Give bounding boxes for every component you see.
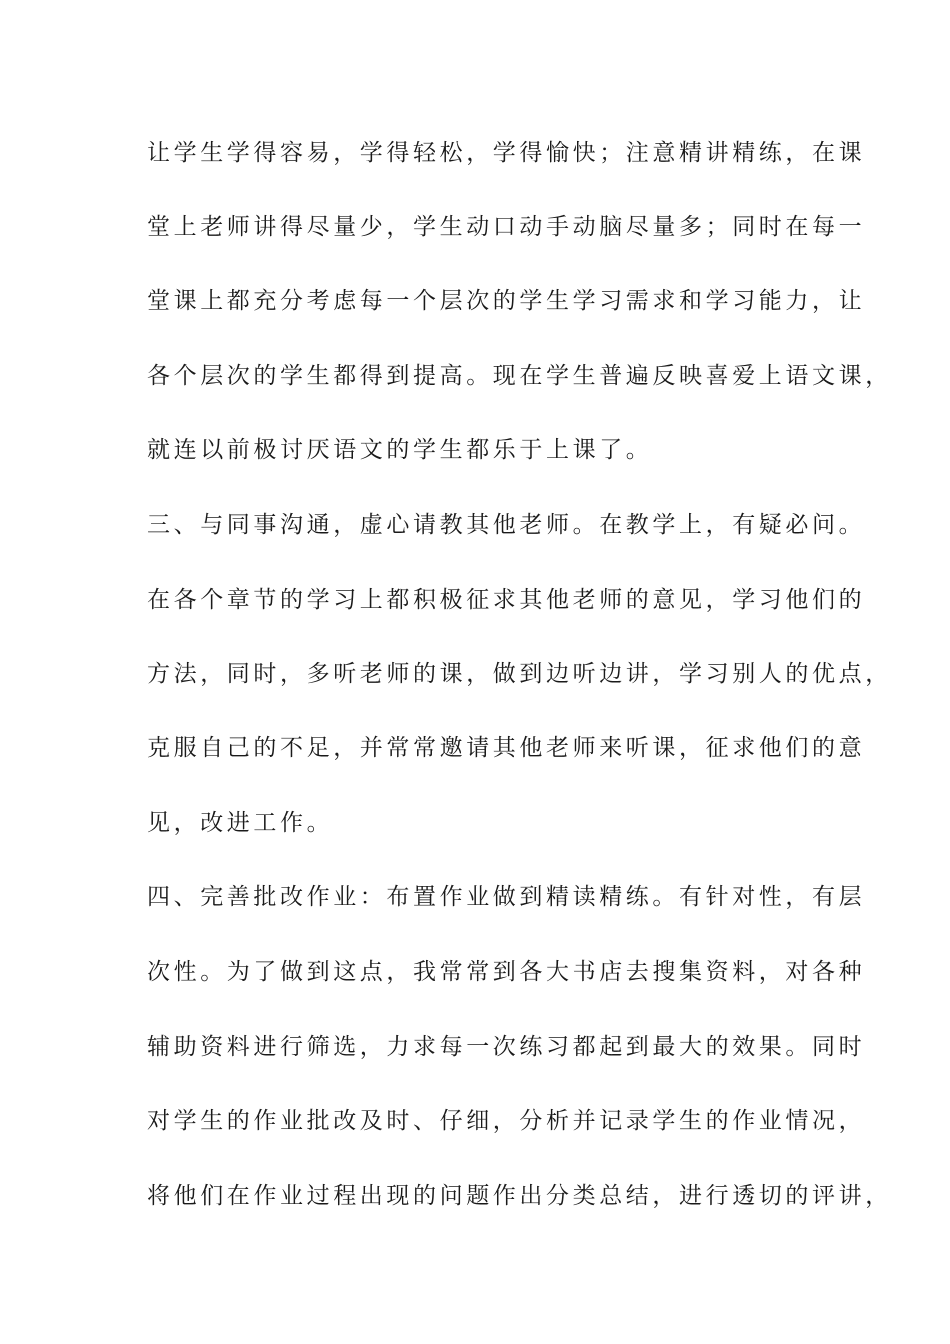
text-line: 辅助资料进行筛选，力求每一次练习都起到最大的效果。同时 [147, 1034, 866, 1060]
text-line: 在各个章节的学习上都积极征求其他老师的意见，学习他们的 [147, 587, 866, 613]
text-line: 见，改进工作。 [147, 810, 334, 836]
text-line: 方法，同时，多听老师的课，做到边听边讲，学习别人的优点， [147, 661, 892, 687]
text-line: 各个层次的学生都得到提高。现在学生普遍反映喜爱上语文课， [147, 363, 892, 389]
text-line: 三、与同事沟通，虚心请教其他老师。在教学上，有疑必问。 [147, 512, 866, 538]
text-line: 四、完善批改作业：布置作业做到精读精练。有针对性，有层 [147, 884, 866, 910]
text-line: 堂上老师讲得尽量少，学生动口动手动脑尽量多；同时在每一 [147, 214, 866, 240]
text-line: 就连以前极讨厌语文的学生都乐于上课了。 [147, 437, 653, 463]
text-line: 对学生的作业批改及时、仔细，分析并记录学生的作业情况， [147, 1108, 866, 1134]
text-line: 堂课上都充分考虑每一个层次的学生学习需求和学习能力，让 [147, 288, 866, 314]
text-line: 将他们在作业过程出现的问题作出分类总结，进行透切的评讲， [147, 1183, 892, 1209]
text-line: 克服自己的不足，并常常邀请其他老师来听课，征求他们的意 [147, 735, 866, 761]
text-line: 让学生学得容易，学得轻松，学得愉快；注意精讲精练，在课 [147, 140, 866, 166]
text-line: 次性。为了做到这点，我常常到各大书店去搜集资料，对各种 [147, 959, 866, 985]
